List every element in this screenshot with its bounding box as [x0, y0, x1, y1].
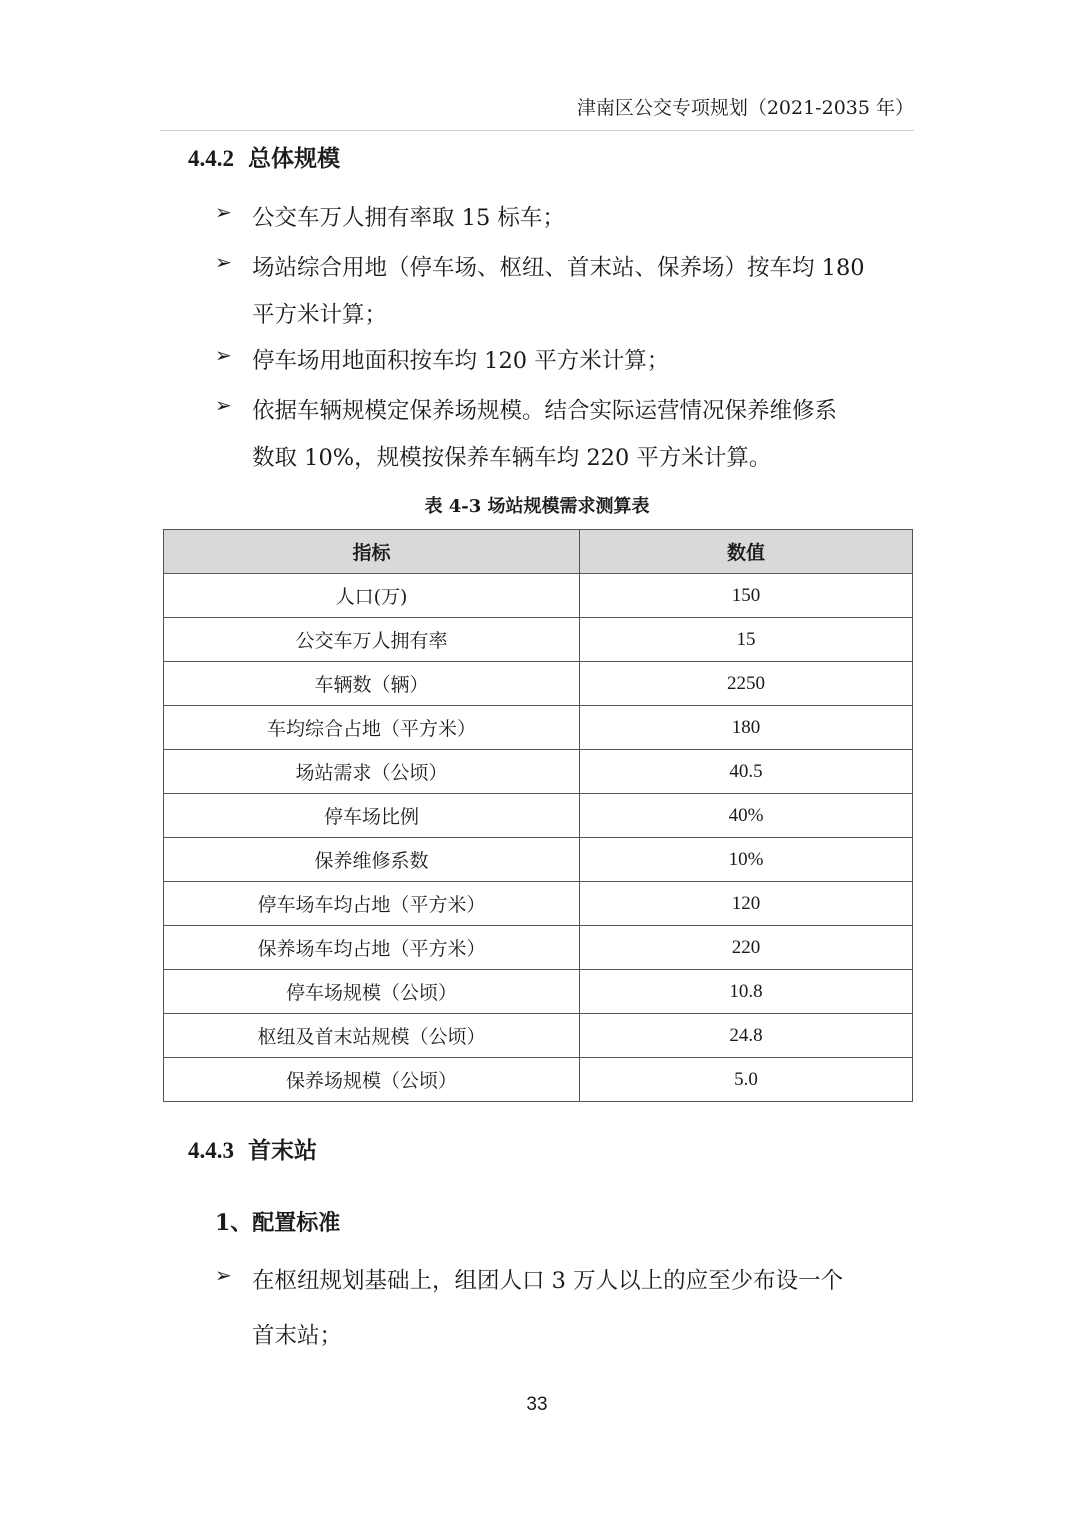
table-row	[164, 574, 913, 618]
table-row	[164, 882, 913, 926]
arrow-bullet-icon: ➢	[215, 250, 232, 274]
table-header-row	[164, 530, 913, 574]
table-row	[164, 706, 913, 750]
indicator-cell: 停车场车均占地（平方米）	[164, 882, 580, 926]
indicator-cell: 枢纽及首末站规模（公顷）	[164, 1014, 580, 1058]
value-cell: 40%	[580, 794, 913, 838]
bullet-text: 依据车辆规模定保养场规模。结合实际运营情况保养维修系	[252, 398, 838, 424]
arrow-bullet-icon: ➢	[215, 1263, 232, 1287]
section-number: 4.4.2	[188, 146, 234, 171]
value-cell: 150	[580, 574, 913, 618]
value-cell: 120	[580, 882, 913, 926]
table-row	[164, 750, 913, 794]
indicator-cell: 保养场车均占地（平方米）	[164, 926, 580, 970]
value-cell: 220	[580, 926, 913, 970]
indicator-cell: 公交车万人拥有率	[164, 618, 580, 662]
value-cell: 5.0	[580, 1058, 913, 1102]
value-cell: 180	[580, 706, 913, 750]
page-header	[160, 92, 914, 131]
indicator-cell: 车辆数（辆）	[164, 662, 580, 706]
indicator-cell: 人口(万)	[164, 574, 580, 618]
indicator-cell: 停车场规模（公顷）	[164, 970, 580, 1014]
value-cell: 10.8	[580, 970, 913, 1014]
value-cell: 15	[580, 618, 913, 662]
indicator-cell: 停车场比例	[164, 794, 580, 838]
bullet-text: 在枢纽规划基础上，组团人口 3 万人以上的应至少布设一个	[252, 1268, 844, 1294]
table-row	[164, 1058, 913, 1102]
page-number: 33	[526, 1394, 548, 1415]
indicator-cell: 场站需求（公顷）	[164, 750, 580, 794]
value-cell: 10%	[580, 838, 913, 882]
subsection-heading: 1、配置标准	[215, 1210, 341, 1236]
table-caption: 表 4-3 场站规模需求测算表	[424, 496, 650, 517]
table-row	[164, 970, 913, 1014]
bullet-text: 公交车万人拥有率取 15 标车；	[252, 205, 565, 231]
indicator-cell: 车均综合占地（平方米）	[164, 706, 580, 750]
demand-table	[163, 529, 913, 1102]
indicator-cell: 保养维修系数	[164, 838, 580, 882]
section-title: 首末站	[248, 1137, 317, 1164]
value-cell: 40.5	[580, 750, 913, 794]
section-heading-4-4-3	[188, 1136, 317, 1166]
table-row	[164, 662, 913, 706]
table-row	[164, 618, 913, 662]
header-cell-indicator: 指标	[164, 530, 580, 574]
table-row	[164, 794, 913, 838]
arrow-bullet-icon: ➢	[215, 200, 232, 224]
value-cell: 2250	[580, 662, 913, 706]
header-title: 津南区公交专项规划（2021-2035 年）	[576, 97, 914, 119]
bullet-text: 停车场用地面积按车均 120 平方米计算；	[252, 348, 670, 374]
bullet-text: 数取 10%，规模按保养车辆车均 220 平方米计算。	[252, 445, 772, 471]
bullet-text: 首末站；	[252, 1323, 343, 1349]
indicator-cell: 保养场规模（公顷）	[164, 1058, 580, 1102]
bullet-text: 场站综合用地（停车场、枢纽、首末站、保养场）按车均 180	[252, 255, 865, 281]
arrow-bullet-icon: ➢	[215, 393, 232, 417]
table-row	[164, 926, 913, 970]
bullet-text: 平方米计算；	[252, 302, 388, 328]
arrow-bullet-icon: ➢	[215, 343, 232, 367]
table-row	[164, 838, 913, 882]
table-row	[164, 1014, 913, 1058]
section-number: 4.4.3	[188, 1138, 234, 1163]
header-cell-value: 数值	[580, 530, 913, 574]
section-title: 总体规模	[248, 145, 340, 172]
value-cell: 24.8	[580, 1014, 913, 1058]
section-heading-4-4-2	[188, 144, 340, 174]
